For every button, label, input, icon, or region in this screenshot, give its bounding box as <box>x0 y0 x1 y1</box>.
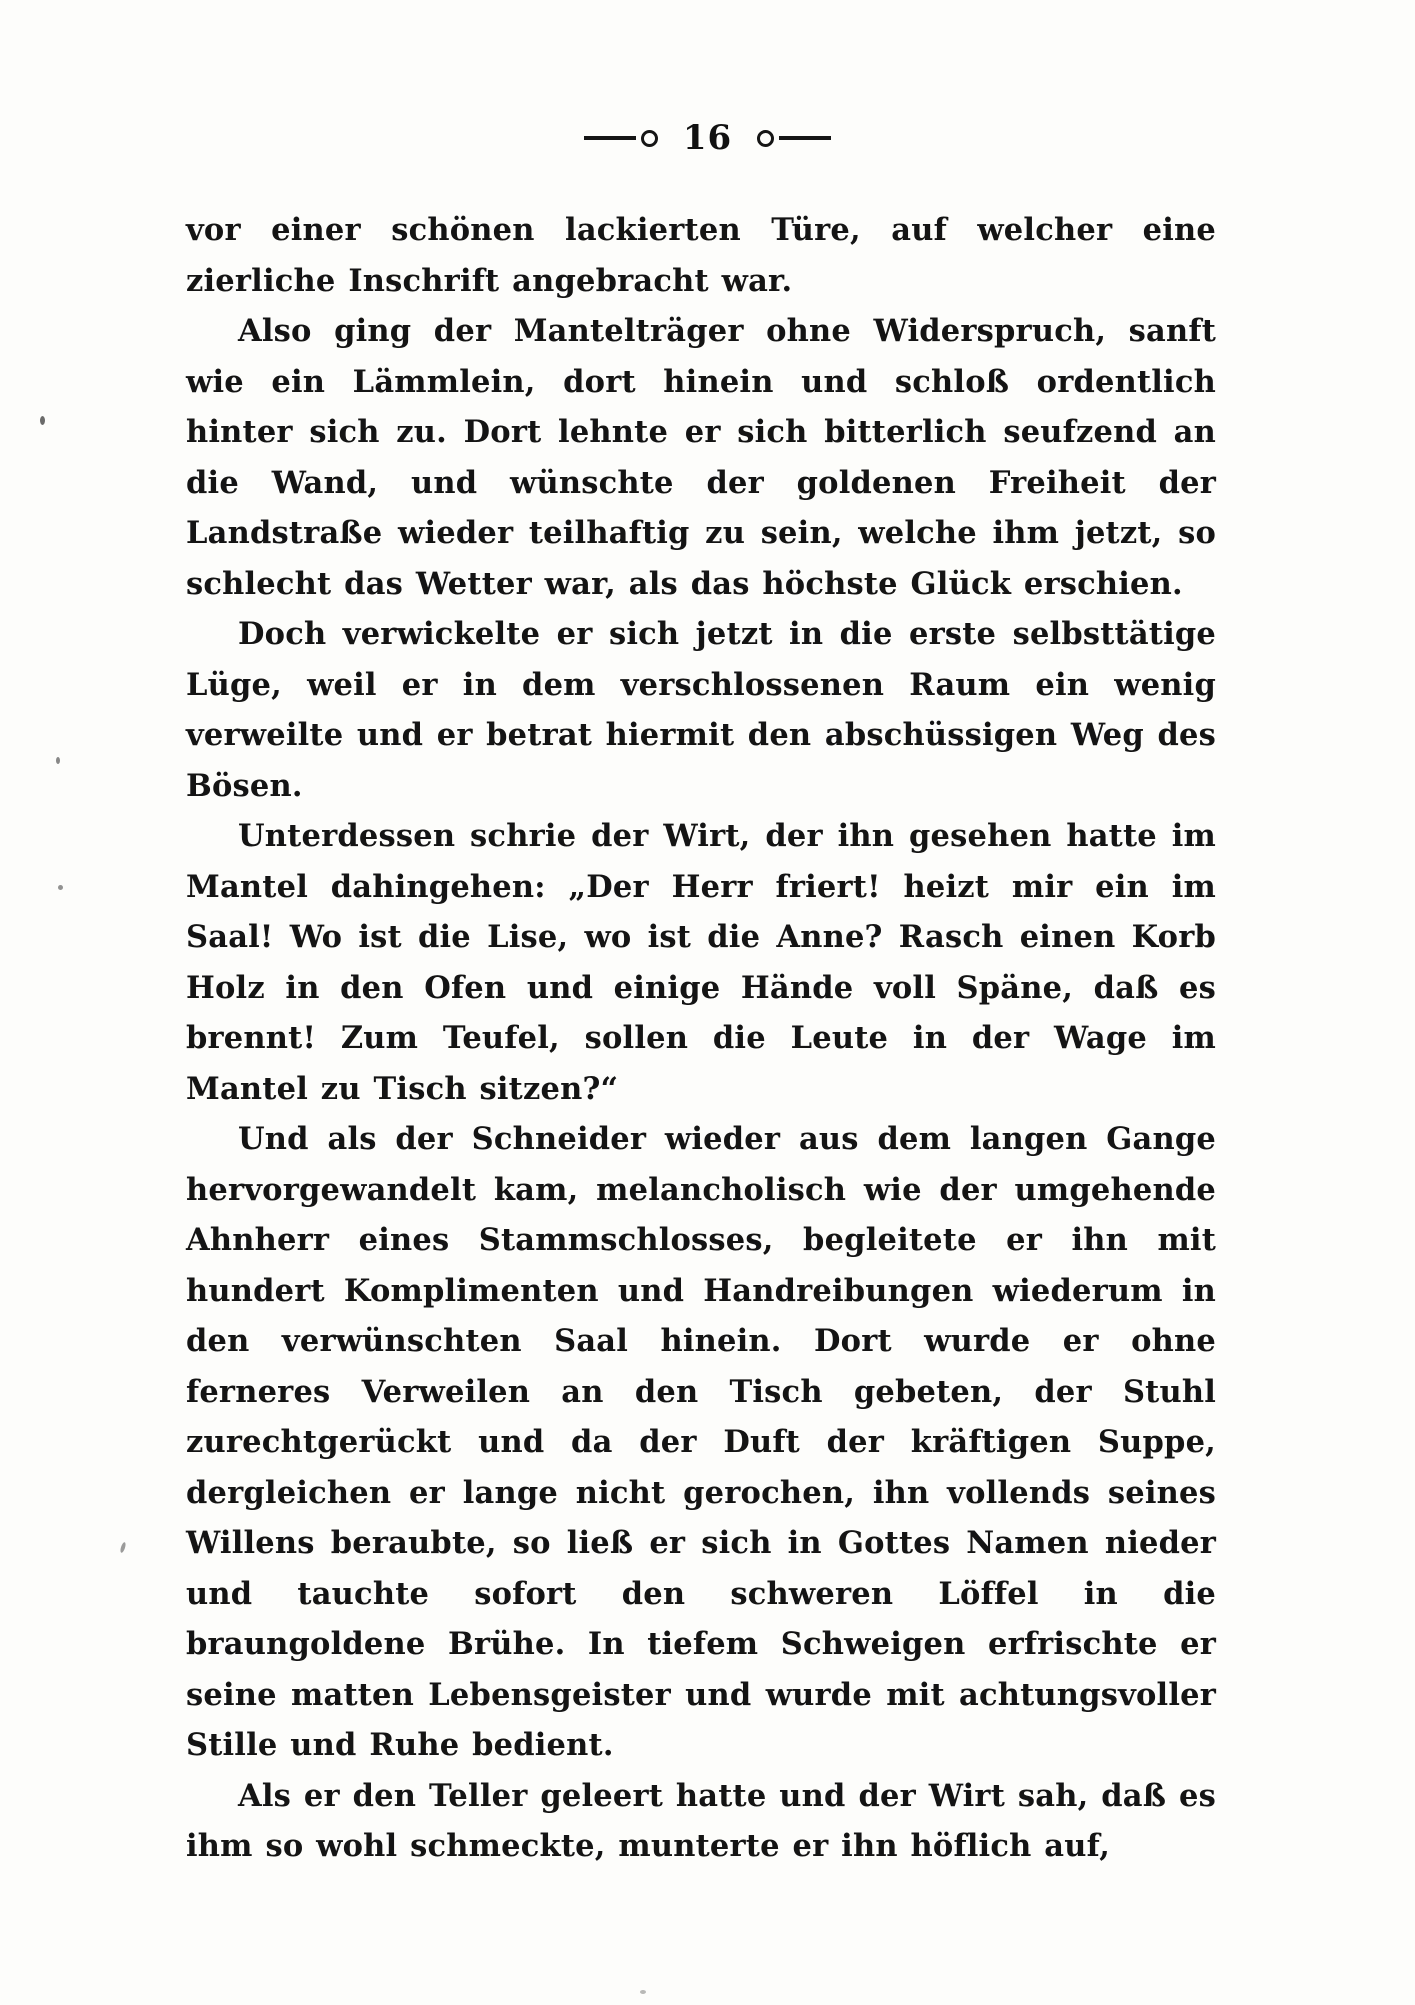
folio-dot-right <box>757 130 774 147</box>
page-header-folio <box>0 118 1415 158</box>
paragraph: Als er den Teller geleert hatte und der Wirt sah, daß es ihm so wohl schmeckte, munterte er ihn höflich auf, <box>186 1777 1216 1864</box>
scan-speck <box>40 416 45 425</box>
folio-left-ornament <box>584 130 663 147</box>
paragraph: Unterdessen schrie der Wirt, der ihn gesehen hatte im Mantel dahingehen: „Der Herr friert! heizt mir ein im Saal! Wo ist die Lise, wo ist die Anne? Rasch einen Korb Holz in den Ofen und einige Hände voll Späne, daß es brennt! Zum Teufel, sollen die Leute in der Wage im Mantel zu Tisch sitzen?“ <box>186 818 1216 1107</box>
paragraph: Also ging der Mantelträger ohne Widerspruch, sanft wie ein Lämmlein, dort hinein und schloß ordentlich hinter sich zu. Dort lehnte er sich bitterlich seufzend an die Wand, und wünschte der goldenen Freiheit der Landstraße wieder teilhaftig zu sein, welche ihm jetzt, so schlecht das Wetter war, als das höchste Glück erschien. <box>186 313 1216 602</box>
scan-speck <box>56 757 60 764</box>
paragraph: Doch verwickelte er sich jetzt in die erste selbsttätige Lüge, weil er in dem verschlossenen Raum ein wenig verweilte und er betrat hiermit den abschüssigen Weg des Bösen. <box>186 616 1216 804</box>
body-text-block <box>186 205 1216 1872</box>
folio-dash-right <box>779 136 831 140</box>
paragraph: vor einer schönen lackierten Türe, auf welcher eine zierliche Inschrift angebracht war. <box>186 212 1216 299</box>
scan-speck <box>119 1542 126 1554</box>
folio-right-ornament <box>752 130 831 147</box>
folio-dash-left <box>584 136 636 140</box>
scan-speck <box>58 885 63 890</box>
folio-dot-left <box>641 130 658 147</box>
page-number: 16 <box>682 118 733 158</box>
paragraph: Und als der Schneider wieder aus dem langen Gange hervorgewandelt kam, melancholisch wie der umgehende Ahnherr eines Stammschlosses, begleitete er ihn mit hundert Komplimenten und Handreibungen wiederum in den verwünschten Saal hinein. Dort wurde er ohne ferneres Verweilen an den Tisch gebeten, der Stuhl zurechtgerückt und da der Duft der kräftigen Suppe, dergleichen er lange nicht gerochen, ihn vollends seines Willens beraubte, so ließ er sich in Gottes Namen nieder und tauchte sofort den schweren Löffel in die braungoldene Brühe. In tiefem Schweigen erfrischte er seine matten Lebensgeister und wurde mit achtungsvoller Stille und Ruhe bedient. <box>186 1121 1216 1763</box>
scan-speck <box>640 1990 646 1994</box>
